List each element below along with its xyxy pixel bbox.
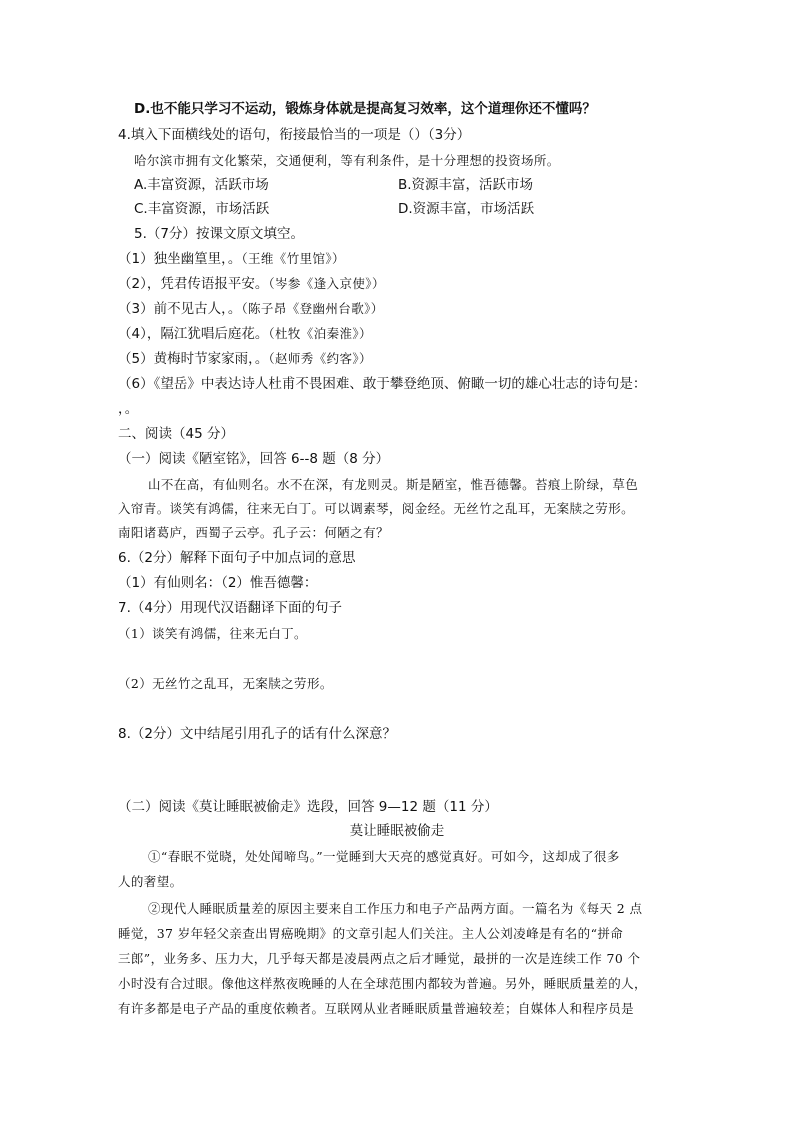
q4-passage: 哈尔滨市拥有文化繁荣，交通便利，等有利条件，是十分理想的投资场所。 — [134, 153, 560, 168]
q5-item-2 — [118, 275, 385, 293]
q4-option-a: A.丰富资源，活跃市场 — [134, 177, 269, 193]
q7-item-1: （1）谈笑有鸿儒，往来无白丁。 — [118, 626, 307, 641]
part-2-heading: （二）阅读《莫让睡眠被偷走》选段，回答 9—12 题（11 分） — [118, 799, 498, 815]
passage-line: 入帘青。谈笑有鸿儒，往来无白丁。可以调素琴，阅金经。无丝竹之乱耳，无案牍之劳形。 — [118, 501, 635, 516]
article-line: 有许多都是电子产品的重度依赖者。互联网从业者睡眠质量普遍较差；自媒体人和程序员是 — [118, 1001, 635, 1016]
q5-item-4 — [118, 325, 372, 343]
q4-option-c: C.丰富资源，市场活跃 — [134, 201, 270, 217]
q5-item-4-text: （4），隔江犹唱后庭花。 — [118, 326, 269, 342]
q5-item-2-text: （2），凭君传语报平安。 — [118, 276, 269, 292]
article-line: 三郎”，业务多、压力大，几乎每天都是凌晨两点之后才睡觉，最拼的一次是连续工作 70 个 — [118, 951, 641, 966]
section-2-heading: 二、阅读（45 分） — [118, 426, 234, 442]
q5-item-1-text: （1）独坐幽篁里，。 — [118, 251, 242, 267]
q5-item-5-text: （5）黄梅时节家家雨，。 — [118, 351, 269, 367]
q5-item-2-source: （岑参《逢入京使》） — [268, 276, 385, 291]
article-line: 人的奢望。 — [118, 874, 183, 889]
q5-item-6: （6）《望岳》中表达诗人杜甫不畏困难、敢于攀登绝顶、俯瞰一切的雄心壮志的诗句是： — [118, 376, 647, 392]
q5-item-1 — [118, 250, 345, 268]
article-line: 小时没有合过眼。像他这样熬夜晚睡的人在全球范围内都较为普遍。另外，睡眠质量差的人， — [118, 976, 647, 991]
article-line: ①“春眠不觉晓，处处闻啼鸟。”一觉睡到大天亮的感觉真好。可如今，这却成了很多 — [148, 849, 620, 864]
q5-item-5-source: （赵师秀《约客》） — [268, 351, 372, 366]
q5-item-5 — [118, 350, 372, 368]
article-line: ②现代人睡眠质量差的原因主要来自工作压力和电子产品两方面。一篇名为《每天 2 点 — [148, 901, 643, 916]
q7-item-2: （2）无丝竹之乱耳，无案牍之劳形。 — [118, 676, 333, 691]
q6-stem: 6.（2分）解释下面句子中加点词的意思 — [118, 550, 356, 566]
article-line: 睡觉，37 岁年轻父亲查出胃癌晚期》的文章引起人们关注。主人公刘凌峰是有名的“拼命 — [118, 926, 624, 941]
q7-stem: 7.（4分）用现代汉语翻译下面的句子 — [118, 600, 342, 616]
q4-option-d: D.资源丰富，市场活跃 — [398, 201, 535, 217]
q5-item-6-blank: ，。 — [118, 401, 139, 417]
q4-option-b: B.资源丰富，活跃市场 — [398, 177, 534, 193]
q4-stem: 4.填入下面横线处的语句，衔接最恰当的一项是（）（3分） — [118, 127, 471, 143]
article-title: 莫让睡眠被偷走 — [349, 823, 445, 839]
q5-item-3-source: （陈子昂《登幽州台歌》） — [241, 301, 384, 316]
q8-stem: 8.（2分）文中结尾引用孔子的话有什么深意？ — [118, 726, 396, 742]
q6-items: （1）有仙则名：（2）惟吾德馨： — [118, 575, 318, 591]
part-1-heading: （一）阅读《陋室铭》，回答 6--8 题（8 分） — [118, 451, 390, 467]
q5-item-3 — [118, 300, 384, 318]
q3-option-d: D.也不能只学习不运动，锻炼身体就是提高复习效率，这个道理你还不懂吗？ — [134, 101, 596, 117]
passage-line: 山不在高，有仙则名。水不在深，有龙则灵。斯是陋室，惟吾德馨。苔痕上阶绿，草色 — [148, 477, 639, 492]
q5-item-4-source: （杜牧《泊秦淮》） — [268, 326, 372, 341]
passage-line: 南阳诸葛庐，西蜀子云亭。孔子云：何陋之有？ — [118, 525, 389, 540]
q5-item-1-source: （王维《竹里馆》） — [241, 251, 345, 266]
q5-stem: 5.（7分）按课文原文填空。 — [134, 226, 304, 242]
q5-item-3-text: （3）前不见古人，。 — [118, 301, 242, 317]
